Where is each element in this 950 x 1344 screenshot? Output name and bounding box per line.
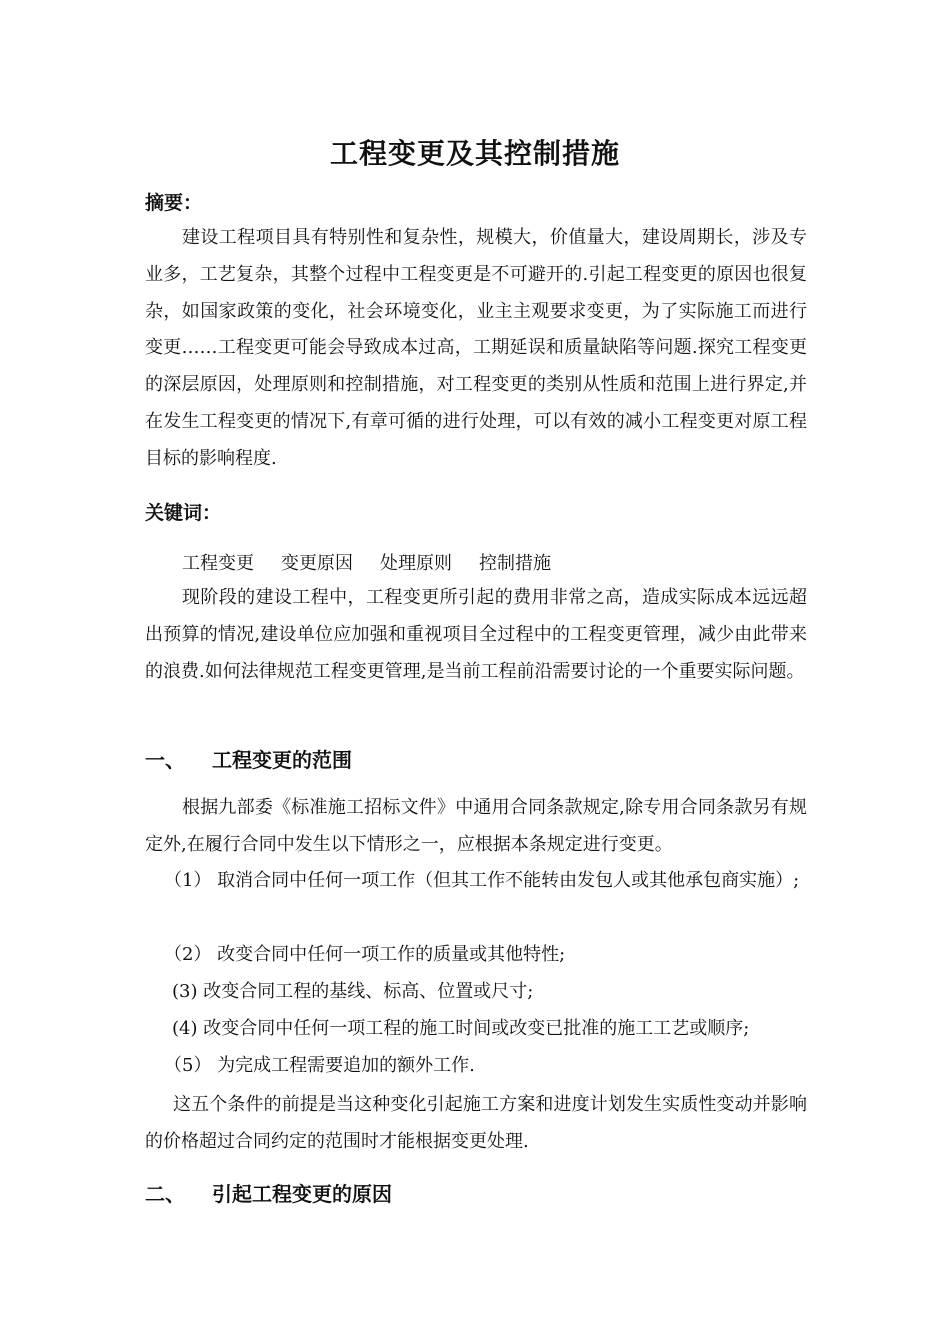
abstract-text: 建设工程项目具有特别性和复杂性，规模大，价值量大，建设周期长，涉及专业多，工艺复杂，其整个过程中工程变更是不可避开的.引起工程变更的原因也很复杂，如国家政策的变化，社会环境变化，业主主观要求变更，为了实际施工而进行变更……工程变更可能会导致成本过高，工期延误和质量缺陷等问题.探究工程变更的深层原因，处理原则和控制措施，对工程变更的类别从性质和范围上进行界定,并在发生工程变更的情况下,有章可循的进行处理，可以有效的减小工程变更对原工程目标的影响程度. <box>145 227 807 469</box>
section1-lead-text: 根据九部委《标准施工招标文件》中通用合同条款规定,除专用合同条款另有规定外,在履行合同中发生以下情形之一，应根据本条规定进行变更。 <box>145 797 807 855</box>
section1-lead <box>145 790 807 864</box>
list-item <box>164 863 807 900</box>
intro-text: 现阶段的建设工程中，工程变更所引起的费用非常之高，造成实际成本远远超出预算的情况,建设单位应加强和重视项目全过程中的工程变更管理，减少由此带来的浪费.如何法律规范工程变更管理,是当前工程前沿需要讨论的一个重要实际问题。 <box>145 587 807 682</box>
section1-closing-text: 这五个条件的前提是当这种变化引起施工方案和进度计划发生实质性变动并影响的价格超过合同约定的范围时才能根据变更处理. <box>145 1094 807 1152</box>
keywords-label: 关键词： <box>145 502 222 524</box>
list-item-text: （2） 改变合同中任何一项工作的质量或其他特性; <box>164 944 566 965</box>
section-number: 二、 <box>145 1182 185 1206</box>
list-item <box>164 1048 807 1085</box>
keyword-item: 控制措施 <box>479 553 551 574</box>
section-heading-1 <box>145 744 352 773</box>
keywords-list <box>182 549 578 575</box>
list-item <box>164 937 807 974</box>
list-item-text: (4) 改变合同中任何一项工程的施工时间或改变已批准的施工工艺或顺序; <box>172 1018 750 1039</box>
document-title: 工程变更及其控制措施 <box>329 137 620 170</box>
abstract-label: 摘要： <box>145 192 203 214</box>
keyword-item: 变更原因 <box>281 553 353 574</box>
section-number: 一、 <box>145 748 185 772</box>
list-item-text: （5） 为完成工程需要追加的额外工作. <box>164 1055 475 1076</box>
keyword-item: 工程变更 <box>182 553 254 574</box>
list-item <box>172 974 807 1011</box>
section-title: 工程变更的范围 <box>212 748 352 772</box>
list-item <box>172 1011 807 1048</box>
list-item-text: （1） 取消合同中任何一项工作（但其工作不能转由发包人或其他承包商实施）; <box>164 870 800 891</box>
intro-body <box>145 580 807 690</box>
section-heading-2 <box>145 1178 392 1207</box>
keyword-item: 处理原则 <box>380 553 452 574</box>
section-title: 引起工程变更的原因 <box>212 1182 392 1206</box>
list-item-text: (3) 改变合同工程的基线、标高、位置或尺寸; <box>172 981 534 1002</box>
section1-closing <box>145 1087 807 1161</box>
abstract-body <box>145 220 807 478</box>
